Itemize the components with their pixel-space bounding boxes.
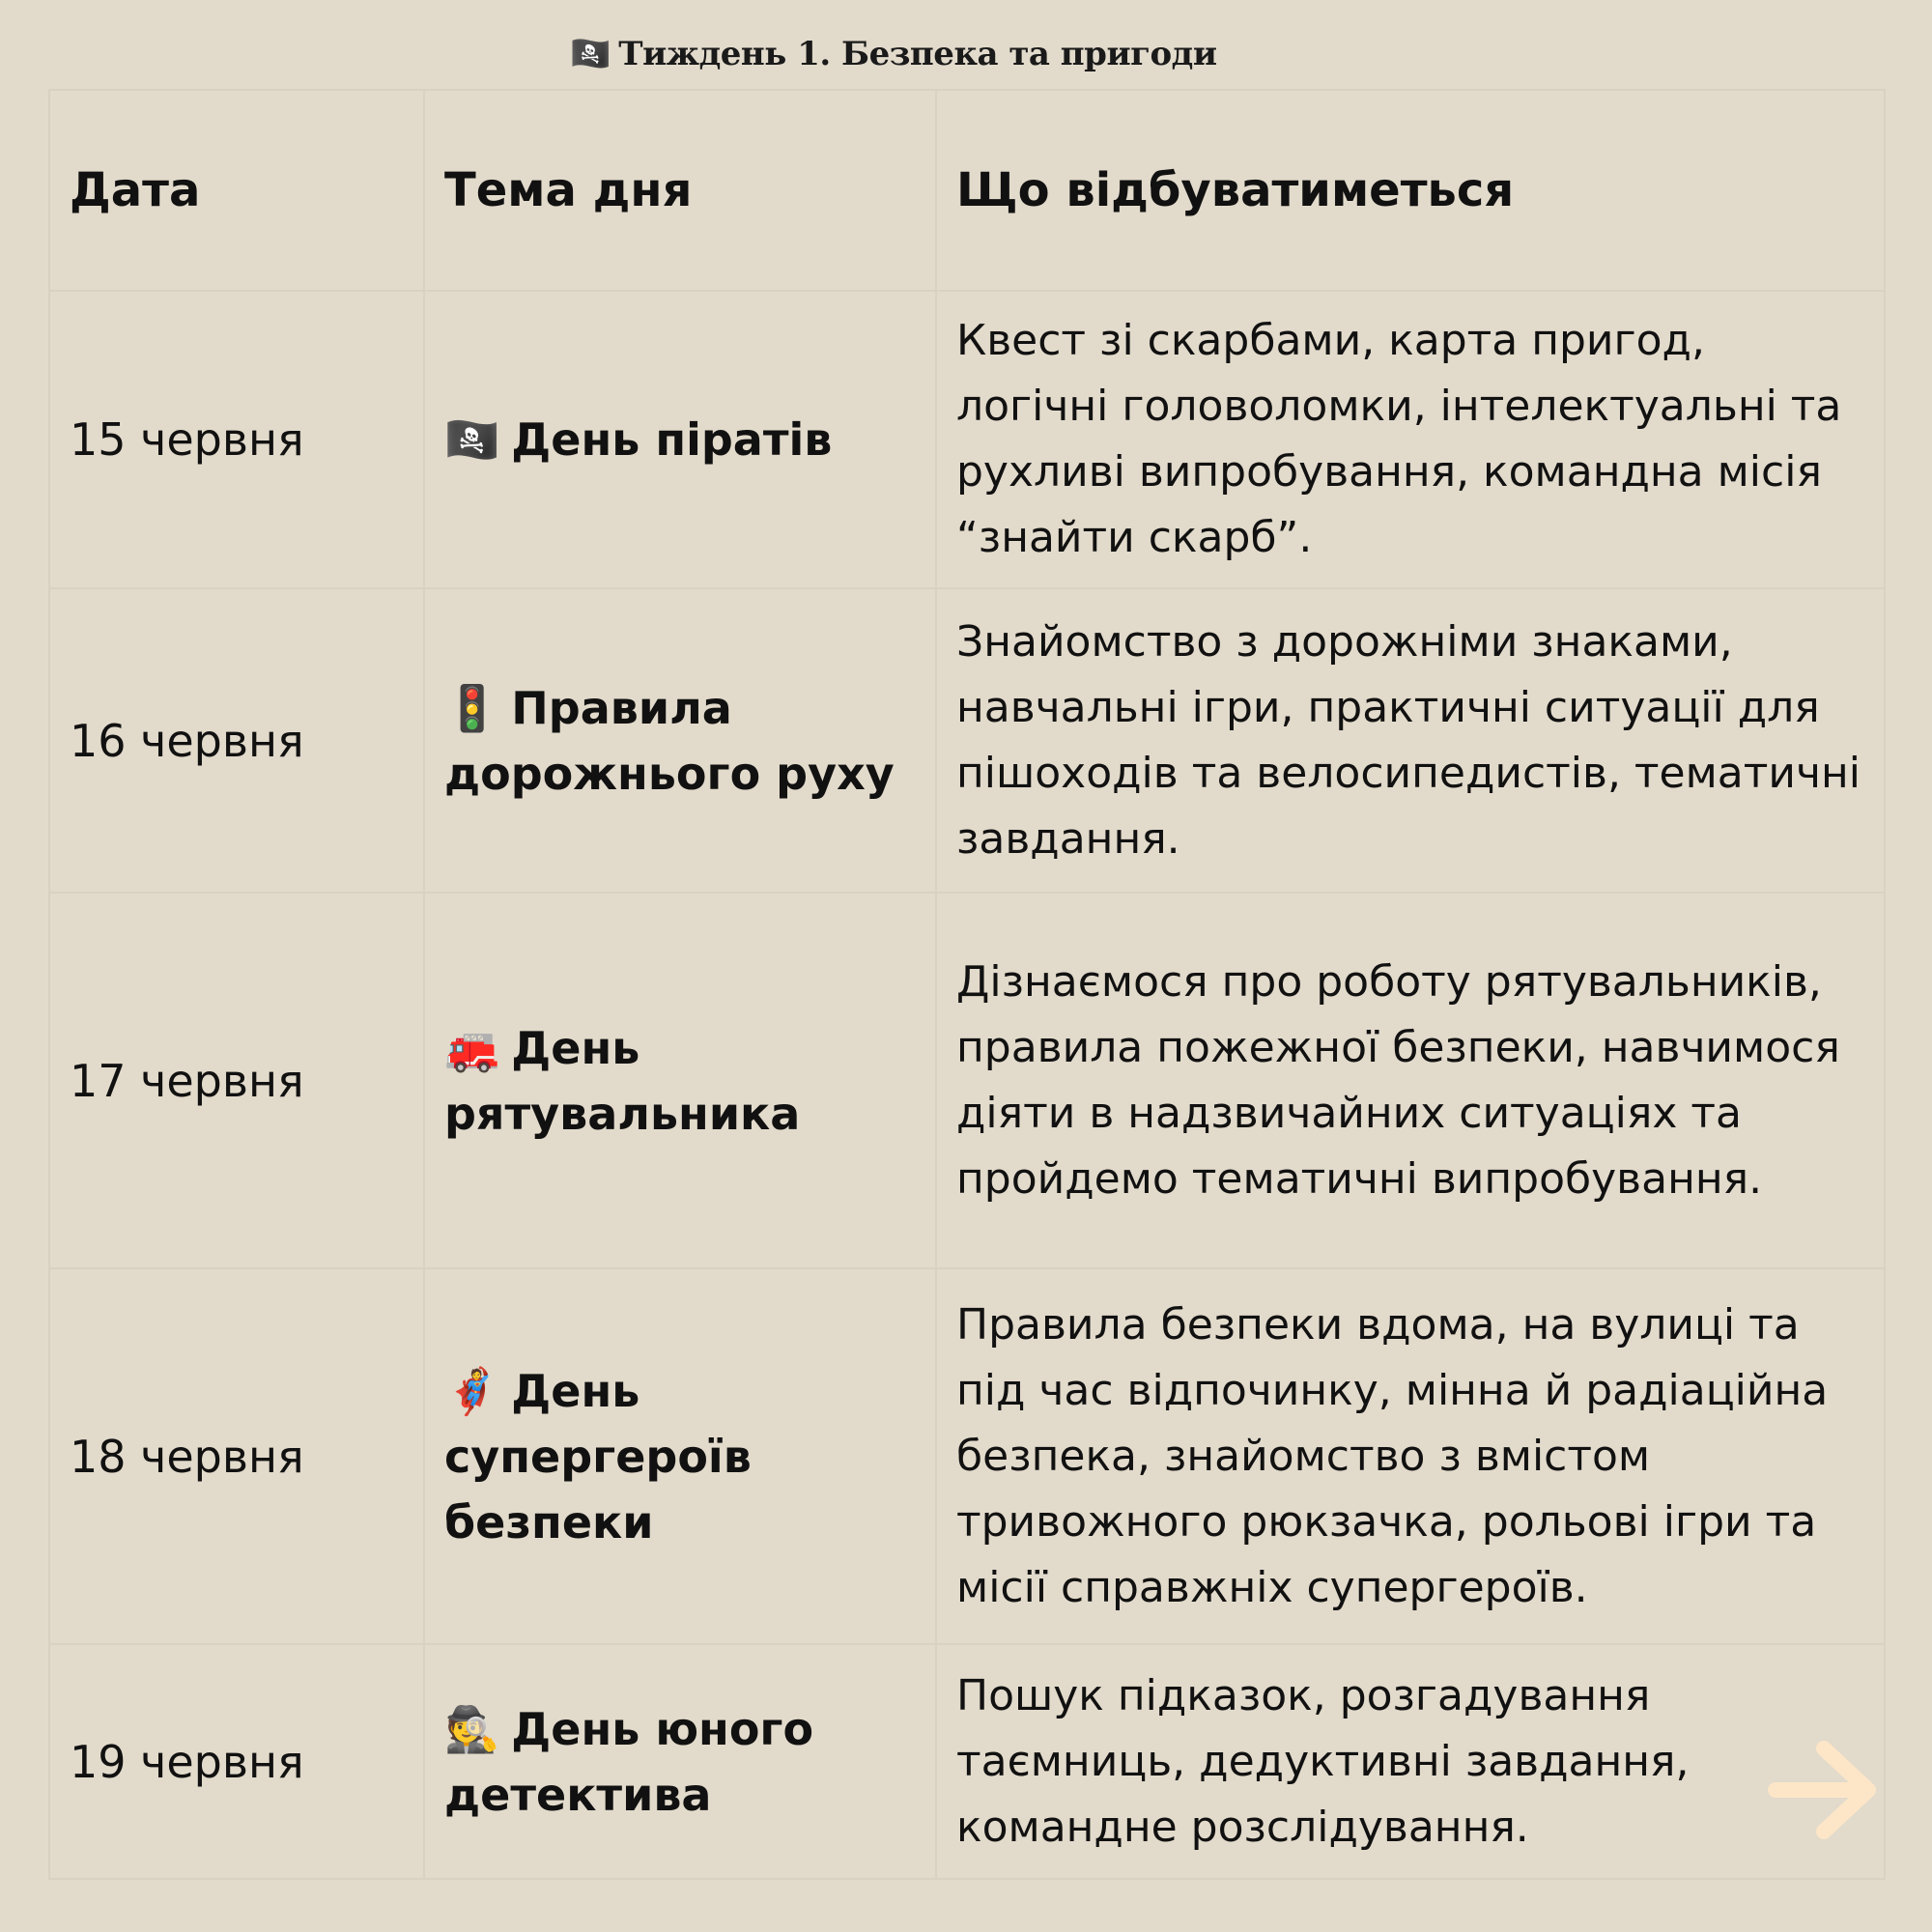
arrow-right-icon [1766,1737,1886,1843]
table-row [49,291,1885,588]
row-description: Квест зі скарбами, карта пригод, логічні головоломки, інтелектуальні та рухливі випробування, командна місія “знайти скарб”. [936,291,1885,588]
fire-engine-icon: 🚒 [444,1021,500,1074]
row-theme-label: День піратів [511,413,833,466]
row-description: Знайомство з дорожніми знаками, навчальні ігри, практичні ситуації для пішоходів та велосипедистів, тематичні завдання. [936,588,1885,893]
page-title-text: Тиждень 1. Безпека та пригоди [618,35,1217,73]
row-description: Дізнаємося про роботу рятувальників, правила пожежної безпеки, навчимося діяти в надзвичайних ситуаціях та пройдемо тематичні випробування. [936,893,1885,1268]
row-date: 17 червня [49,893,424,1268]
table-row [49,588,1885,893]
detective-icon: 🕵️ [444,1702,500,1755]
row-date: 16 червня [49,588,424,893]
table-row [49,893,1885,1268]
pirate-flag-icon: 🏴‍☠️ [570,35,611,73]
row-theme [424,291,936,588]
superhero-icon: 🦸 [444,1364,500,1417]
row-theme [424,893,936,1268]
header-description: Що відбуватиметься [936,90,1885,291]
row-theme-label: День рятувальника [444,1021,801,1140]
traffic-light-icon: 🚦 [444,681,500,734]
header-theme: Тема дня [424,90,936,291]
row-date: 19 червня [49,1644,424,1879]
table-header-row [49,90,1885,291]
next-page-button[interactable] [1766,1737,1886,1843]
row-date: 15 червня [49,291,424,588]
pirate-flag-icon: 🏴‍☠️ [444,413,500,466]
table-row [49,1644,1885,1879]
row-theme [424,1644,936,1879]
row-description: Правила безпеки вдома, на вулиці та під час відпочинку, мінна й радіаційна безпека, знайомство з вмістом тривожного рюкзачка, рольові ігри та місії справжніх супергероїв. [936,1268,1885,1644]
row-theme [424,1268,936,1644]
schedule-table [48,89,1886,1880]
page-title [0,35,1787,73]
row-theme-label: День юного детектива [444,1702,814,1821]
row-description: Пошук підказок, розгадування таємниць, дедуктивні завдання, командне розслідування. [936,1644,1885,1879]
header-date: Дата [49,90,424,291]
table-row [49,1268,1885,1644]
row-theme [424,588,936,893]
row-date: 18 червня [49,1268,424,1644]
row-theme-label: День супергероїв безпеки [444,1364,752,1548]
row-theme-label: Правила дорожнього руху [444,681,895,800]
